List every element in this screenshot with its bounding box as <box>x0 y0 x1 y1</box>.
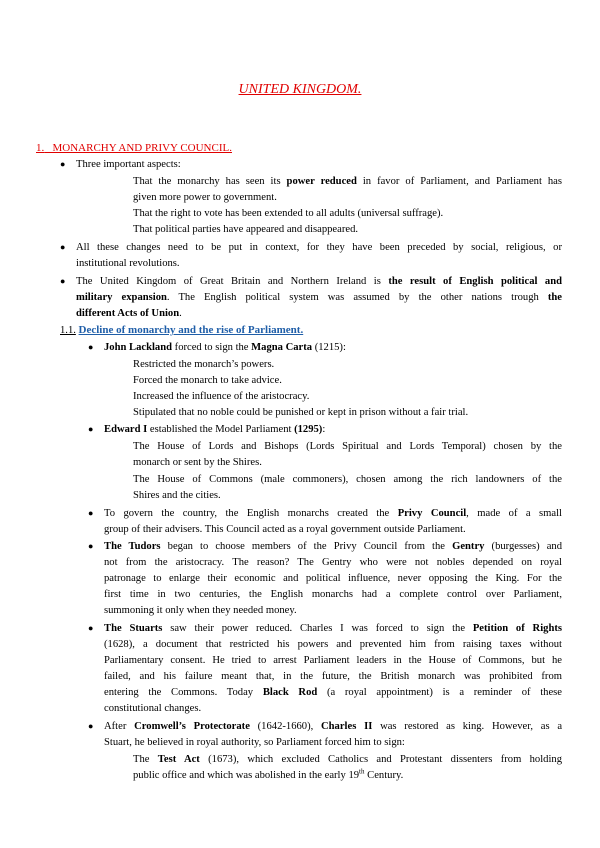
magna-carta-point-4: Stipulated that no noble could be punished or kept in prison without a fair trial. <box>133 407 469 418</box>
magna-carta-point-2: Forced the monarch to take advice. <box>133 375 282 386</box>
stuarts-line-1: The Stuarts saw their power reduced. Charles I was forced to sign the Petition of Rights <box>104 623 562 634</box>
section-1-number: 1. <box>36 142 45 154</box>
cromwell-line-2: Stuart, he believed in royal authority, so Parliament forced him to sign: <box>104 737 405 748</box>
context-line-2: institutional revolutions. <box>76 258 180 269</box>
edward-line: Edward I established the Model Parliament (1295): <box>104 424 326 435</box>
subsection-1-1-heading <box>60 324 303 337</box>
bullet-icon: ● <box>60 242 66 252</box>
bullet-icon: ● <box>88 623 94 633</box>
bullet-icon: ● <box>60 276 66 286</box>
uk-line-1: The United Kingdom of Great Britain and Northern Ireland is the result of English political and <box>76 276 562 287</box>
section-1-heading <box>36 142 232 155</box>
tudors-line-5: summoning it only when they needed money. <box>104 605 297 616</box>
test-act-line-2: public office and which was abolished in the early 19th Century. <box>133 767 404 781</box>
bullet-icon: ● <box>88 424 94 434</box>
house-of-lords-2: monarch or sent by the Shires. <box>133 457 262 468</box>
subsection-title: Decline of monarchy and the rise of Parliament. <box>78 324 304 336</box>
privy-line-2: group of their advisers. This Council acted as a royal government outside Parliament. <box>104 524 466 535</box>
cromwell-line-1: After Cromwell’s Protectorate (1642-1660), Charles II was restored as king. However, as a <box>104 721 563 732</box>
bullet-icon: ● <box>60 159 66 169</box>
bullet-icon: ● <box>88 721 94 731</box>
aspect-2: That the right to vote has been extended to all adults (universal suffrage). <box>133 208 444 219</box>
privy-line-1: To govern the country, the English monarchs created the Privy Council, made of a small <box>104 508 562 519</box>
test-act-line-1: The Test Act (1673), which excluded Catholics and Protestant dissenters from holding <box>133 754 563 765</box>
house-of-commons-1: The House of Commons (male commoners), chosen among the rich landowners of the <box>133 474 562 485</box>
stuarts-line-4: failed, and his failure meant that, in the future, the British monarch was prohibited from <box>104 671 562 682</box>
magna-carta-point-1: Restricted the monarch’s powers. <box>133 359 275 370</box>
bullet-intro: Three important aspects: <box>76 159 181 170</box>
section-1-title: MONARCHY AND PRIVY COUNCIL. <box>52 142 232 154</box>
aspect-1-cont: given more power to government. <box>133 192 277 203</box>
context-line-1: All these changes need to be put in context, for they have been preceded by social, religious, or <box>76 242 562 253</box>
magna-carta-point-3: Increased the influence of the aristocracy. <box>133 391 310 402</box>
house-of-lords-1: The House of Lords and Bishops (Lords Spiritual and Lords Temporal) chosen by the <box>133 441 562 452</box>
tudors-line-1: The Tudors began to choose members of the Privy Council from the Gentry (burgesses) and <box>104 541 562 552</box>
stuarts-line-6: constitutional changes. <box>104 703 202 714</box>
uk-line-2: military expansion. The English political system was assumed by the other nations trough the <box>76 292 562 303</box>
stuarts-line-3: Parliamentary consent. He tried to arrest Parliament leaders in the House of Commons, but he <box>104 655 562 666</box>
subsection-number: 1.1. <box>60 325 76 336</box>
uk-line-3: different Acts of Union. <box>76 308 182 319</box>
john-lackland-line: John Lackland forced to sign the Magna Carta (1215): <box>104 342 346 353</box>
house-of-commons-2: Shires and the cities. <box>133 490 221 501</box>
bullet-icon: ● <box>88 541 94 551</box>
aspect-1: That the monarchy has seen its power reduced in favor of Parliament, and Parliament has <box>133 176 562 187</box>
document-title: UNITED KINGDOM. <box>238 82 362 97</box>
tudors-line-4: first time in two centuries, the English monarchs had a complete control over Parliament, <box>104 589 562 600</box>
stuarts-line-2: (1628), a document that restricted his powers and prevented him from raising taxes without <box>104 639 562 650</box>
bullet-icon: ● <box>88 508 94 518</box>
bullet-icon: ● <box>88 342 94 352</box>
aspect-3: That political parties have appeared and disappeared. <box>133 224 359 235</box>
tudors-line-3: patronage to enlarge their economic and political influence, never opposing the King. For the <box>104 573 562 584</box>
stuarts-line-5: entering the Commons. Today Black Rod (a royal appointment) is a reminder of these <box>104 687 562 698</box>
tudors-line-2: not from the aristocracy. The reason? The Gentry who were not nobles depended on royal <box>104 557 562 568</box>
